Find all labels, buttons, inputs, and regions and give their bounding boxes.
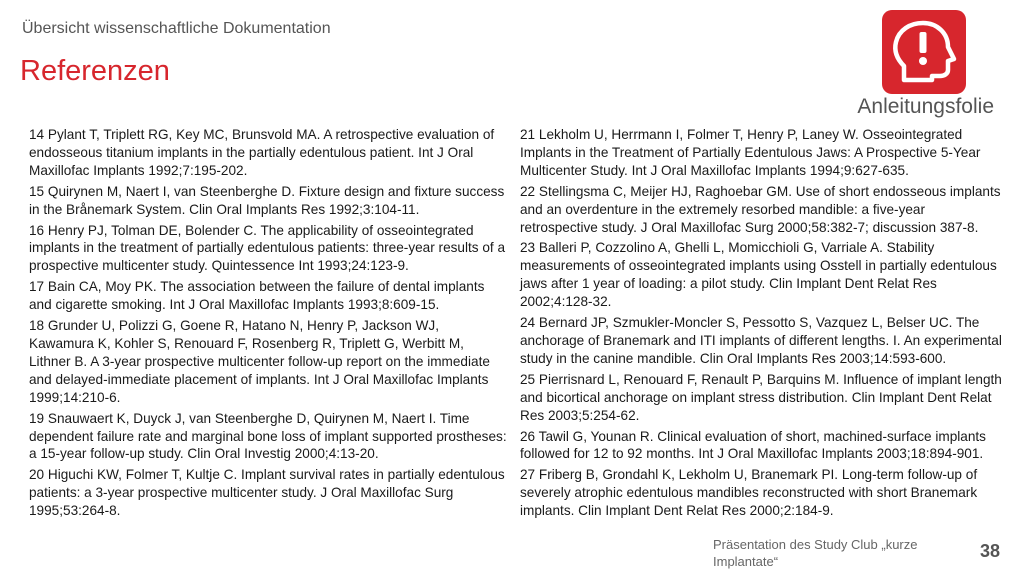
reference-item: 27 Friberg B, Grondahl K, Lekholm U, Branemark PI. Long-term follow-up of severely atrophic edentulous mandibles reconstructed with short Branemark implants. Clin Implant Dent Relat Res 2000;2:184-9. [520, 467, 978, 519]
instruction-badge [882, 10, 966, 94]
reference-item: 16 Henry PJ, Tolman DE, Bolender C. The applicability of osseointegrated implants in the treatment of partially edentulous patients: three-year results of a prospective multicenter study. Quintessence Int 1993;24:123-9. [29, 222, 506, 274]
reference-item: 20 Higuchi KW, Folmer T, Kultje C. Implant survival rates in partially edentulous patients: a 3-year prospective multicenter study. J Oral Maxillofac Surg 1995;53:264-8. [29, 467, 505, 519]
reference-item: 17 Bain CA, Moy PK. The association between the failure of dental implants and cigarette smoking. Int J Oral Maxillofac Implants 1993;8:609-15. [29, 279, 485, 313]
footer-text: Präsentation des Study Club „kurze Implantate“ [713, 537, 918, 569]
reference-item: 19 Snauwaert K, Duyck J, van Steenberghe D, Quirynen M, Naert I. Time dependent failure rate and marginal bone loss of implant supported prostheses: a 15-year follow-up study. Clin Oral Investig 2000;4:13-20. [29, 410, 507, 462]
reference-item: 22 Stellingsma C, Meijer HJ, Raghoebar GM. Use of short endosseous implants and an overdenture in the extremely resorbed mandible: a five-year retrospective study. J Oral Maxillofac Surg 2000;58:382-7; discussion 387-8. [520, 183, 1001, 235]
page-title: Referenzen [20, 55, 170, 87]
reference-item: 25 Pierrisnard L, Renouard F, Renault P, Barquins M. Influence of implant length and bicortical anchorage on implant stress distribution. Clin Implant Dent Relat Res 2003;5:254-62. [520, 371, 1002, 423]
reference-item: 23 Balleri P, Cozzolino A, Ghelli L, Momicchioli G, Varriale A. Stability measurements of osseointegrated implants using Osstell in partially edentulous jaws after 1 year of loading: a pilot study. Clin Implant Dent Relat Res 2002;4:128-32. [520, 240, 997, 310]
reference-item: 14 Pylant T, Triplett RG, Key MC, Brunsvold MA. A retrospective evaluation of endosseous titanium implants in the partially edentulous patient. Int J Oral Maxillofac Implants 1992;7:195-202. [29, 127, 495, 178]
reference-item: 21 Lekholm U, Herrmann I, Folmer T, Henry P, Laney W. Osseointegrated Implants in the Treatment of Partially Edentulous Jaws: A Prospective 5-Year Multicenter Study. Int J Oral Maxillofac Implants 1994;9:627-635. [520, 127, 981, 178]
reference-item: 15 Quirynen M, Naert I, van Steenberghe D. Fixture design and fixture success in the Brånemark System. Clin Oral Implants Res 1992;3:104-11. [29, 183, 505, 217]
reference-item: 26 Tawil G, Younan R. Clinical evaluation of short, machined-surface implants followed for 12 to 92 months. Int J Oral Maxillofac Implants 2003;18:894-901. [520, 428, 986, 462]
reference-item: 18 Grunder U, Polizzi G, Goene R, Hatano N, Henry P, Jackson WJ, Kawamura K, Kohler S, Renouard F, Rosenberg R, Triplett G, Werbitt M, Lithner B. A 3-year prospective multicenter follow-up report on the immediate and delayed-immediate placement of implants. Int J Oral Maxillofac Implants 1999;14:210-6. [29, 318, 490, 405]
references-right-column [520, 126, 1002, 523]
slide-subtitle: Übersicht wissenschaftliche Dokumentation [22, 20, 331, 37]
head-exclamation-icon [882, 10, 966, 94]
references-left-column [29, 126, 507, 523]
page-number: 38 [980, 541, 1001, 561]
badge-label: Anleitungsfolie [857, 95, 994, 118]
reference-item: 24 Bernard JP, Szmukler-Moncler S, Pessotto S, Vazquez L, Belser UC. The anchorage of Branemark and ITI implants of different lengths. I. An experimental study in the canine mandible. Clin Oral Implants Res 2003;14:593-600. [520, 315, 1002, 366]
